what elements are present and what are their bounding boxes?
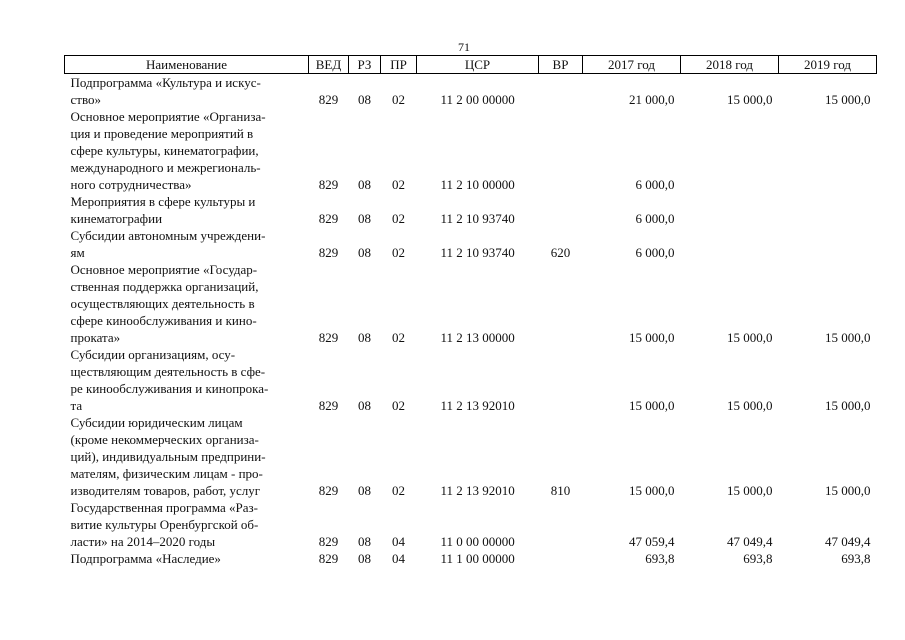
cell-name: Подпрограмма «Культура и искус- ство»	[70, 75, 261, 107]
cell-2017: 6 000,0	[635, 211, 675, 226]
cell-2018: 15 000,0	[727, 483, 773, 498]
cell-name: Основное мероприятие «Государ- ственная поддержка организаций, осуществляющих деятельность в сфере кинообслуживания и кино- проката»	[70, 262, 259, 345]
cell-2019	[779, 227, 877, 261]
cell-pr: 02	[392, 398, 405, 413]
cell-2018: 47 049,4	[727, 534, 773, 549]
cell-pr: 04	[392, 534, 405, 549]
cell-ved: 829	[318, 177, 339, 192]
table-row	[65, 346, 877, 414]
cell-rz: 08	[358, 551, 371, 566]
cell-pr: 02	[392, 330, 405, 345]
cell-vr	[539, 346, 583, 414]
cell-vr: 620	[550, 245, 571, 260]
cell-rz: 08	[358, 177, 371, 192]
cell-rz: 08	[358, 92, 371, 107]
cell-name: Субсидии автономным учреждени- ям	[70, 228, 266, 260]
table-body	[65, 74, 877, 568]
cell-vr	[539, 499, 583, 550]
cell-2017: 6 000,0	[635, 245, 675, 260]
header-name: Наименование	[65, 56, 309, 74]
cell-name: Мероприятия в сфере культуры и кинематографии	[70, 194, 256, 226]
cell-vr	[539, 74, 583, 109]
cell-2017: 15 000,0	[629, 330, 675, 345]
cell-vr: 810	[550, 483, 571, 498]
table-row	[65, 261, 877, 346]
cell-name: Подпрограмма «Наследие»	[70, 551, 221, 566]
cell-csr: 11 2 13 92010	[440, 483, 515, 498]
header-vr: ВР	[539, 56, 583, 74]
cell-name: Государственная программа «Раз- витие культуры Оренбургской об- ласти» на 2014–2020 годы	[70, 500, 259, 549]
cell-2019	[779, 193, 877, 227]
table-row	[65, 550, 877, 567]
cell-2019: 15 000,0	[825, 398, 871, 413]
table-header-row	[65, 56, 877, 74]
cell-2017: 15 000,0	[629, 398, 675, 413]
header-rz: РЗ	[349, 56, 381, 74]
table-row	[65, 74, 877, 109]
cell-rz: 08	[358, 245, 371, 260]
cell-vr	[539, 193, 583, 227]
cell-ved: 829	[318, 534, 339, 549]
table-row	[65, 193, 877, 227]
cell-ved: 829	[318, 211, 339, 226]
cell-2019: 693,8	[841, 551, 871, 566]
header-2019: 2019 год	[779, 56, 877, 74]
table-row	[65, 108, 877, 193]
cell-rz: 08	[358, 330, 371, 345]
cell-pr: 04	[392, 551, 405, 566]
cell-csr: 11 2 13 00000	[440, 330, 515, 345]
cell-name: Субсидии организациям, осу- ществляющим деятельность в сфе- ре кинообслуживания и кинопрока- та	[70, 347, 269, 413]
cell-pr: 02	[392, 211, 405, 226]
table-row	[65, 414, 877, 499]
cell-csr: 11 2 10 00000	[440, 177, 515, 192]
cell-csr: 11 2 10 93740	[440, 245, 515, 260]
header-csr: ЦСР	[417, 56, 539, 74]
cell-rz: 08	[358, 534, 371, 549]
header-pr: ПР	[381, 56, 417, 74]
cell-csr: 11 2 13 92010	[440, 398, 515, 413]
cell-2019: 15 000,0	[825, 330, 871, 345]
cell-pr: 02	[392, 483, 405, 498]
cell-2019	[779, 108, 877, 193]
cell-rz: 08	[358, 398, 371, 413]
cell-2017: 15 000,0	[629, 483, 675, 498]
cell-csr: 11 2 10 93740	[440, 211, 515, 226]
cell-pr: 02	[392, 177, 405, 192]
cell-2018: 15 000,0	[727, 330, 773, 345]
cell-csr: 11 0 00 00000	[440, 534, 515, 549]
cell-vr	[539, 550, 583, 567]
cell-2018	[681, 193, 779, 227]
cell-2019: 15 000,0	[825, 92, 871, 107]
cell-2018: 15 000,0	[727, 398, 773, 413]
cell-2018: 15 000,0	[727, 92, 773, 107]
cell-rz: 08	[358, 211, 371, 226]
cell-ved: 829	[318, 398, 339, 413]
cell-2018	[681, 108, 779, 193]
cell-2019: 15 000,0	[825, 483, 871, 498]
header-2018: 2018 год	[681, 56, 779, 74]
cell-ved: 829	[318, 92, 339, 107]
cell-2019: 47 049,4	[825, 534, 871, 549]
budget-table	[64, 55, 877, 567]
cell-vr	[539, 261, 583, 346]
cell-ved: 829	[318, 483, 339, 498]
cell-2017: 21 000,0	[629, 92, 675, 107]
cell-2018: 693,8	[743, 551, 773, 566]
cell-2018	[681, 227, 779, 261]
page-number: 71	[458, 40, 470, 54]
cell-ved: 829	[318, 330, 339, 345]
header-2017: 2017 год	[583, 56, 681, 74]
cell-ved: 829	[318, 551, 339, 566]
cell-2017: 47 059,4	[629, 534, 675, 549]
cell-name: Субсидии юридическим лицам (кроме некоммерческих организа- ций), индивидуальным предприни- мателям, физическим лицам - про- изводителям товаров, работ, услуг	[70, 415, 266, 498]
cell-pr: 02	[392, 245, 405, 260]
cell-vr	[539, 108, 583, 193]
cell-2017: 693,8	[645, 551, 675, 566]
table-row	[65, 499, 877, 550]
cell-rz: 08	[358, 483, 371, 498]
cell-ved: 829	[318, 245, 339, 260]
cell-name: Основное мероприятие «Организа- ция и проведение мероприятий в сфере культуры, кинематографии, международного и межрегиональ- ного сотрудничества»	[70, 109, 266, 192]
cell-csr: 11 1 00 00000	[440, 551, 515, 566]
table-row	[65, 227, 877, 261]
cell-csr: 11 2 00 00000	[440, 92, 515, 107]
cell-2017: 6 000,0	[635, 177, 675, 192]
header-ved: ВЕД	[309, 56, 349, 74]
cell-pr: 02	[392, 92, 405, 107]
